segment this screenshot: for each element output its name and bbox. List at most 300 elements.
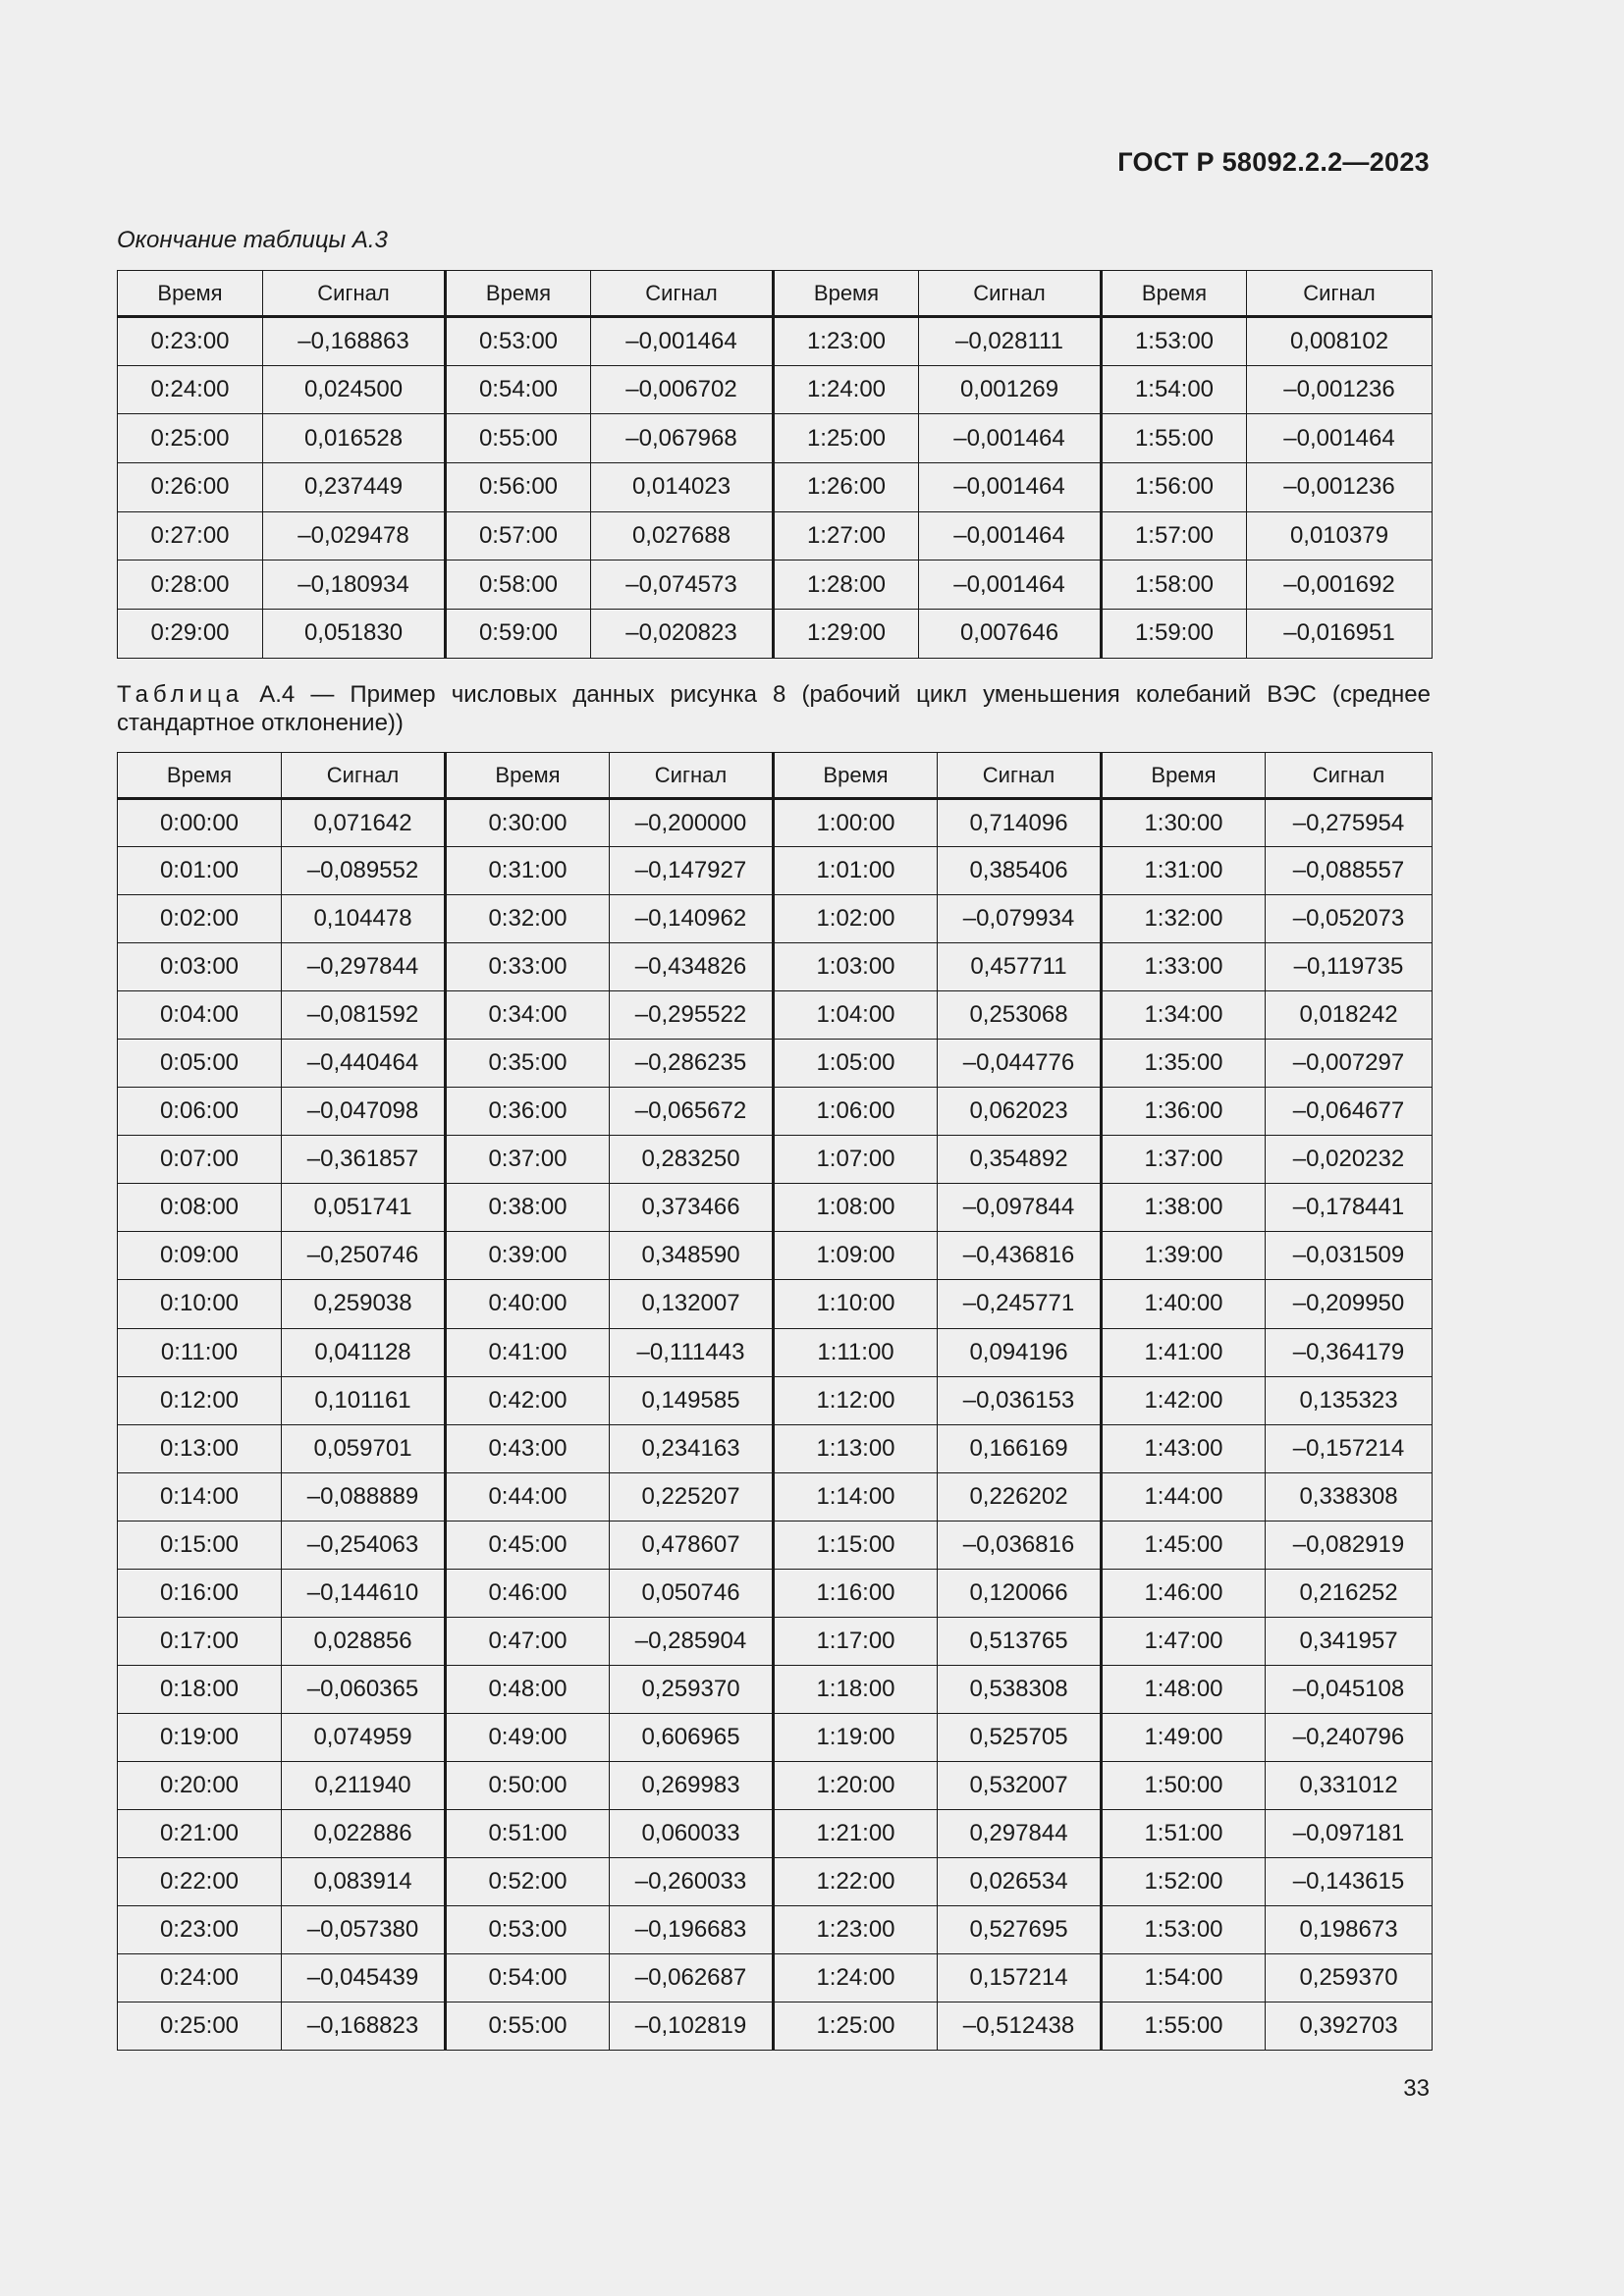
table-row <box>118 943 1433 991</box>
table-row <box>118 895 1433 943</box>
column-header: Время <box>1102 271 1247 317</box>
signal-cell: –0,200000 <box>610 799 774 847</box>
time-cell: 0:30:00 <box>446 799 610 847</box>
time-cell: 1:29:00 <box>774 610 919 659</box>
table-row <box>118 1136 1433 1184</box>
table-row <box>118 1424 1433 1472</box>
signal-cell: 0,166169 <box>938 1424 1102 1472</box>
time-cell: 0:03:00 <box>118 943 282 991</box>
signal-cell: 0,283250 <box>610 1136 774 1184</box>
signal-cell: –0,097181 <box>1266 1809 1433 1857</box>
table-row <box>118 1665 1433 1713</box>
table-row <box>118 1328 1433 1376</box>
time-cell: 1:21:00 <box>774 1809 938 1857</box>
time-cell: 1:17:00 <box>774 1617 938 1665</box>
signal-cell: 0,457711 <box>938 943 1102 991</box>
time-cell: 1:20:00 <box>774 1761 938 1809</box>
time-cell: 1:22:00 <box>774 1858 938 1906</box>
time-cell: 1:02:00 <box>774 895 938 943</box>
table-row <box>118 1858 1433 1906</box>
time-cell: 1:49:00 <box>1102 1713 1266 1761</box>
signal-cell: –0,052073 <box>1266 895 1433 943</box>
table-a3-body <box>118 317 1433 659</box>
signal-cell: –0,286235 <box>610 1040 774 1088</box>
time-cell: 0:11:00 <box>118 1328 282 1376</box>
signal-cell: –0,001464 <box>591 317 774 366</box>
time-cell: 1:59:00 <box>1102 610 1247 659</box>
signal-cell: –0,434826 <box>610 943 774 991</box>
time-cell: 0:21:00 <box>118 1809 282 1857</box>
time-cell: 0:44:00 <box>446 1472 610 1521</box>
signal-cell: 0,016528 <box>263 414 446 463</box>
signal-cell: –0,001236 <box>1247 463 1433 512</box>
signal-cell: 0,051741 <box>282 1184 446 1232</box>
signal-cell: 0,392703 <box>1266 2002 1433 2051</box>
signal-cell: 0,157214 <box>938 1954 1102 2002</box>
signal-cell: 0,051830 <box>263 610 446 659</box>
signal-cell: –0,079934 <box>938 895 1102 943</box>
table-a4-header <box>118 753 1433 799</box>
signal-cell: –0,028111 <box>919 317 1102 366</box>
signal-cell: –0,064677 <box>1266 1088 1433 1136</box>
signal-cell: –0,082919 <box>1266 1521 1433 1569</box>
time-cell: 0:51:00 <box>446 1809 610 1857</box>
table-row <box>118 847 1433 895</box>
time-cell: 1:06:00 <box>774 1088 938 1136</box>
column-header: Сигнал <box>919 271 1102 317</box>
signal-cell: 0,538308 <box>938 1665 1102 1713</box>
time-cell: 0:54:00 <box>446 1954 610 2002</box>
signal-cell: –0,067968 <box>591 414 774 463</box>
signal-cell: 0,198673 <box>1266 1906 1433 1954</box>
signal-cell: –0,065672 <box>610 1088 774 1136</box>
signal-cell: –0,045108 <box>1266 1665 1433 1713</box>
signal-cell: –0,088557 <box>1266 847 1433 895</box>
signal-cell: 0,120066 <box>938 1569 1102 1617</box>
signal-cell: 0,373466 <box>610 1184 774 1232</box>
signal-cell: –0,168823 <box>282 2002 446 2051</box>
time-cell: 0:01:00 <box>118 847 282 895</box>
signal-cell: –0,436816 <box>938 1232 1102 1280</box>
time-cell: 0:54:00 <box>446 365 591 414</box>
signal-cell: 0,062023 <box>938 1088 1102 1136</box>
time-cell: 0:22:00 <box>118 1858 282 1906</box>
time-cell: 0:20:00 <box>118 1761 282 1809</box>
time-cell: 0:42:00 <box>446 1376 610 1424</box>
table-a3-caption: Окончание таблицы А.3 <box>117 227 388 253</box>
time-cell: 1:23:00 <box>774 1906 938 1954</box>
table-a4-caption <box>117 680 1431 737</box>
time-cell: 0:45:00 <box>446 1521 610 1569</box>
signal-cell: –0,031509 <box>1266 1232 1433 1280</box>
signal-cell: –0,081592 <box>282 991 446 1040</box>
time-cell: 1:07:00 <box>774 1136 938 1184</box>
time-cell: 1:15:00 <box>774 1521 938 1569</box>
table-row <box>118 1472 1433 1521</box>
time-cell: 1:04:00 <box>774 991 938 1040</box>
signal-cell: –0,001464 <box>919 561 1102 610</box>
signal-cell: 0,348590 <box>610 1232 774 1280</box>
signal-cell: 0,297844 <box>938 1809 1102 1857</box>
signal-cell: 0,132007 <box>610 1280 774 1328</box>
column-header: Сигнал <box>282 753 446 799</box>
column-header: Сигнал <box>591 271 774 317</box>
signal-cell: 0,022886 <box>282 1809 446 1857</box>
signal-cell: –0,240796 <box>1266 1713 1433 1761</box>
time-cell: 1:14:00 <box>774 1472 938 1521</box>
table-row <box>118 610 1433 659</box>
signal-cell: –0,260033 <box>610 1858 774 1906</box>
signal-cell: –0,196683 <box>610 1906 774 1954</box>
time-cell: 1:55:00 <box>1102 414 1247 463</box>
time-cell: 1:45:00 <box>1102 1521 1266 1569</box>
column-header: Сигнал <box>938 753 1102 799</box>
time-cell: 0:18:00 <box>118 1665 282 1713</box>
time-cell: 0:53:00 <box>446 1906 610 1954</box>
time-cell: 1:53:00 <box>1102 1906 1266 1954</box>
time-cell: 0:48:00 <box>446 1665 610 1713</box>
table-row <box>118 1809 1433 1857</box>
signal-cell: 0,216252 <box>1266 1569 1433 1617</box>
table-row <box>118 317 1433 366</box>
time-cell: 1:33:00 <box>1102 943 1266 991</box>
time-cell: 0:33:00 <box>446 943 610 991</box>
column-header: Время <box>446 753 610 799</box>
time-cell: 1:38:00 <box>1102 1184 1266 1232</box>
signal-cell: –0,006702 <box>591 365 774 414</box>
document-code: ГОСТ Р 58092.2.2—2023 <box>1117 147 1430 177</box>
table-a3 <box>117 270 1433 659</box>
time-cell: 0:16:00 <box>118 1569 282 1617</box>
signal-cell: 0,060033 <box>610 1809 774 1857</box>
signal-cell: –0,119735 <box>1266 943 1433 991</box>
signal-cell: –0,245771 <box>938 1280 1102 1328</box>
table-a4-header-row <box>118 753 1433 799</box>
column-header: Время <box>774 753 938 799</box>
time-cell: 0:29:00 <box>118 610 263 659</box>
table-row <box>118 1761 1433 1809</box>
signal-cell: 0,024500 <box>263 365 446 414</box>
table-row <box>118 1713 1433 1761</box>
time-cell: 1:55:00 <box>1102 2002 1266 2051</box>
time-cell: 0:47:00 <box>446 1617 610 1665</box>
table-row <box>118 1232 1433 1280</box>
signal-cell: –0,036153 <box>938 1376 1102 1424</box>
signal-cell: –0,254063 <box>282 1521 446 1569</box>
signal-cell: –0,285904 <box>610 1617 774 1665</box>
time-cell: 1:26:00 <box>774 463 919 512</box>
signal-cell: –0,102819 <box>610 2002 774 2051</box>
signal-cell: –0,097844 <box>938 1184 1102 1232</box>
time-cell: 0:14:00 <box>118 1472 282 1521</box>
time-cell: 1:52:00 <box>1102 1858 1266 1906</box>
time-cell: 0:02:00 <box>118 895 282 943</box>
signal-cell: –0,209950 <box>1266 1280 1433 1328</box>
signal-cell: –0,001692 <box>1247 561 1433 610</box>
signal-cell: 0,253068 <box>938 991 1102 1040</box>
time-cell: 0:23:00 <box>118 317 263 366</box>
time-cell: 0:19:00 <box>118 1713 282 1761</box>
signal-cell: 0,026534 <box>938 1858 1102 1906</box>
time-cell: 1:24:00 <box>774 365 919 414</box>
time-cell: 0:38:00 <box>446 1184 610 1232</box>
time-cell: 0:12:00 <box>118 1376 282 1424</box>
signal-cell: –0,020232 <box>1266 1136 1433 1184</box>
time-cell: 0:36:00 <box>446 1088 610 1136</box>
signal-cell: –0,029478 <box>263 511 446 561</box>
time-cell: 0:24:00 <box>118 365 263 414</box>
signal-cell: –0,016951 <box>1247 610 1433 659</box>
signal-cell: –0,007297 <box>1266 1040 1433 1088</box>
table-row <box>118 1040 1433 1088</box>
signal-cell: 0,104478 <box>282 895 446 943</box>
signal-cell: 0,018242 <box>1266 991 1433 1040</box>
signal-cell: –0,045439 <box>282 1954 446 2002</box>
signal-cell: –0,168863 <box>263 317 446 366</box>
signal-cell: –0,057380 <box>282 1906 446 1954</box>
signal-cell: –0,001236 <box>1247 365 1433 414</box>
signal-cell: 0,606965 <box>610 1713 774 1761</box>
signal-cell: –0,140962 <box>610 895 774 943</box>
time-cell: 0:56:00 <box>446 463 591 512</box>
table-row <box>118 991 1433 1040</box>
time-cell: 0:25:00 <box>118 2002 282 2051</box>
table-row <box>118 1569 1433 1617</box>
time-cell: 1:09:00 <box>774 1232 938 1280</box>
time-cell: 0:53:00 <box>446 317 591 366</box>
time-cell: 0:40:00 <box>446 1280 610 1328</box>
time-cell: 1:56:00 <box>1102 463 1247 512</box>
time-cell: 1:32:00 <box>1102 895 1266 943</box>
table-row <box>118 1088 1433 1136</box>
signal-cell: 0,234163 <box>610 1424 774 1472</box>
signal-cell: 0,050746 <box>610 1569 774 1617</box>
time-cell: 1:11:00 <box>774 1328 938 1376</box>
time-cell: 1:27:00 <box>774 511 919 561</box>
signal-cell: –0,062687 <box>610 1954 774 2002</box>
time-cell: 0:35:00 <box>446 1040 610 1088</box>
signal-cell: 0,149585 <box>610 1376 774 1424</box>
signal-cell: –0,089552 <box>282 847 446 895</box>
signal-cell: 0,341957 <box>1266 1617 1433 1665</box>
signal-cell: –0,512438 <box>938 2002 1102 2051</box>
signal-cell: –0,001464 <box>919 511 1102 561</box>
time-cell: 0:49:00 <box>446 1713 610 1761</box>
column-header: Время <box>774 271 919 317</box>
time-cell: 1:42:00 <box>1102 1376 1266 1424</box>
column-header: Время <box>1102 753 1266 799</box>
table-a4-body <box>118 799 1433 2051</box>
table-a4-caption-label: Таблица <box>117 681 244 708</box>
time-cell: 1:54:00 <box>1102 365 1247 414</box>
signal-cell: 0,338308 <box>1266 1472 1433 1521</box>
time-cell: 1:08:00 <box>774 1184 938 1232</box>
column-header: Сигнал <box>610 753 774 799</box>
time-cell: 1:58:00 <box>1102 561 1247 610</box>
signal-cell: 0,513765 <box>938 1617 1102 1665</box>
time-cell: 1:43:00 <box>1102 1424 1266 1472</box>
signal-cell: 0,001269 <box>919 365 1102 414</box>
signal-cell: –0,044776 <box>938 1040 1102 1088</box>
time-cell: 0:06:00 <box>118 1088 282 1136</box>
time-cell: 1:54:00 <box>1102 1954 1266 2002</box>
signal-cell: 0,041128 <box>282 1328 446 1376</box>
table-row <box>118 1521 1433 1569</box>
time-cell: 1:30:00 <box>1102 799 1266 847</box>
time-cell: 0:26:00 <box>118 463 263 512</box>
time-cell: 1:19:00 <box>774 1713 938 1761</box>
time-cell: 0:13:00 <box>118 1424 282 1472</box>
signal-cell: 0,527695 <box>938 1906 1102 1954</box>
time-cell: 1:44:00 <box>1102 1472 1266 1521</box>
signal-cell: –0,440464 <box>282 1040 446 1088</box>
signal-cell: –0,250746 <box>282 1232 446 1280</box>
page-number: 33 <box>1403 2075 1430 2102</box>
signal-cell: –0,361857 <box>282 1136 446 1184</box>
time-cell: 1:39:00 <box>1102 1232 1266 1280</box>
time-cell: 1:35:00 <box>1102 1040 1266 1088</box>
time-cell: 0:55:00 <box>446 2002 610 2051</box>
time-cell: 0:28:00 <box>118 561 263 610</box>
time-cell: 0:27:00 <box>118 511 263 561</box>
table-a3-header-row <box>118 271 1433 317</box>
time-cell: 0:08:00 <box>118 1184 282 1232</box>
signal-cell: 0,478607 <box>610 1521 774 1569</box>
time-cell: 1:51:00 <box>1102 1809 1266 1857</box>
signal-cell: –0,144610 <box>282 1569 446 1617</box>
time-cell: 0:57:00 <box>446 511 591 561</box>
table-a4 <box>117 752 1433 2051</box>
signal-cell: 0,028856 <box>282 1617 446 1665</box>
signal-cell: 0,714096 <box>938 799 1102 847</box>
signal-cell: –0,157214 <box>1266 1424 1433 1472</box>
table-row <box>118 365 1433 414</box>
column-header: Сигнал <box>1247 271 1433 317</box>
signal-cell: 0,074959 <box>282 1713 446 1761</box>
time-cell: 1:25:00 <box>774 414 919 463</box>
signal-cell: 0,027688 <box>591 511 774 561</box>
signal-cell: –0,297844 <box>282 943 446 991</box>
signal-cell: –0,295522 <box>610 991 774 1040</box>
signal-cell: 0,532007 <box>938 1761 1102 1809</box>
time-cell: 1:47:00 <box>1102 1617 1266 1665</box>
time-cell: 1:50:00 <box>1102 1761 1266 1809</box>
time-cell: 0:07:00 <box>118 1136 282 1184</box>
signal-cell: 0,237449 <box>263 463 446 512</box>
time-cell: 0:32:00 <box>446 895 610 943</box>
signal-cell: –0,180934 <box>263 561 446 610</box>
table-a4-caption-text: А.4 — Пример числовых данных рисунка 8 (рабочий цикл уменьшения колебаний ВЭС (среднее стандартное отклонение)) <box>117 681 1431 736</box>
signal-cell: 0,083914 <box>282 1858 446 1906</box>
table-row <box>118 1184 1433 1232</box>
signal-cell: –0,001464 <box>919 463 1102 512</box>
time-cell: 1:48:00 <box>1102 1665 1266 1713</box>
column-header: Время <box>446 271 591 317</box>
time-cell: 1:23:00 <box>774 317 919 366</box>
time-cell: 0:04:00 <box>118 991 282 1040</box>
time-cell: 0:59:00 <box>446 610 591 659</box>
time-cell: 0:43:00 <box>446 1424 610 1472</box>
signal-cell: 0,101161 <box>282 1376 446 1424</box>
time-cell: 1:40:00 <box>1102 1280 1266 1328</box>
signal-cell: –0,036816 <box>938 1521 1102 1569</box>
time-cell: 0:23:00 <box>118 1906 282 1954</box>
signal-cell: 0,008102 <box>1247 317 1433 366</box>
time-cell: 1:10:00 <box>774 1280 938 1328</box>
signal-cell: 0,014023 <box>591 463 774 512</box>
signal-cell: 0,259370 <box>1266 1954 1433 2002</box>
time-cell: 0:17:00 <box>118 1617 282 1665</box>
column-header: Время <box>118 271 263 317</box>
signal-cell: –0,088889 <box>282 1472 446 1521</box>
signal-cell: 0,259370 <box>610 1665 774 1713</box>
time-cell: 0:31:00 <box>446 847 610 895</box>
signal-cell: –0,020823 <box>591 610 774 659</box>
signal-cell: 0,059701 <box>282 1424 446 1472</box>
signal-cell: 0,225207 <box>610 1472 774 1521</box>
time-cell: 0:05:00 <box>118 1040 282 1088</box>
signal-cell: –0,001464 <box>919 414 1102 463</box>
time-cell: 1:16:00 <box>774 1569 938 1617</box>
signal-cell: –0,111443 <box>610 1328 774 1376</box>
signal-cell: –0,143615 <box>1266 1858 1433 1906</box>
signal-cell: 0,007646 <box>919 610 1102 659</box>
time-cell: 0:24:00 <box>118 1954 282 2002</box>
time-cell: 1:31:00 <box>1102 847 1266 895</box>
column-header: Сигнал <box>1266 753 1433 799</box>
time-cell: 0:10:00 <box>118 1280 282 1328</box>
table-row <box>118 2002 1433 2051</box>
table-row <box>118 799 1433 847</box>
table-row <box>118 414 1433 463</box>
table-row <box>118 1906 1433 1954</box>
signal-cell: 0,010379 <box>1247 511 1433 561</box>
time-cell: 0:39:00 <box>446 1232 610 1280</box>
signal-cell: 0,094196 <box>938 1328 1102 1376</box>
table-row <box>118 511 1433 561</box>
signal-cell: –0,001464 <box>1247 414 1433 463</box>
time-cell: 1:00:00 <box>774 799 938 847</box>
time-cell: 1:25:00 <box>774 2002 938 2051</box>
signal-cell: –0,275954 <box>1266 799 1433 847</box>
time-cell: 1:28:00 <box>774 561 919 610</box>
table-a3-header <box>118 271 1433 317</box>
time-cell: 1:03:00 <box>774 943 938 991</box>
time-cell: 0:55:00 <box>446 414 591 463</box>
time-cell: 1:13:00 <box>774 1424 938 1472</box>
time-cell: 0:00:00 <box>118 799 282 847</box>
time-cell: 1:57:00 <box>1102 511 1247 561</box>
time-cell: 0:41:00 <box>446 1328 610 1376</box>
column-header: Сигнал <box>263 271 446 317</box>
signal-cell: –0,047098 <box>282 1088 446 1136</box>
signal-cell: 0,071642 <box>282 799 446 847</box>
time-cell: 1:01:00 <box>774 847 938 895</box>
time-cell: 1:37:00 <box>1102 1136 1266 1184</box>
time-cell: 1:12:00 <box>774 1376 938 1424</box>
signal-cell: –0,178441 <box>1266 1184 1433 1232</box>
table-row <box>118 1954 1433 2002</box>
time-cell: 1:34:00 <box>1102 991 1266 1040</box>
table-row <box>118 561 1433 610</box>
table-row <box>118 1617 1433 1665</box>
signal-cell: 0,385406 <box>938 847 1102 895</box>
signal-cell: –0,147927 <box>610 847 774 895</box>
signal-cell: 0,135323 <box>1266 1376 1433 1424</box>
time-cell: 0:09:00 <box>118 1232 282 1280</box>
time-cell: 1:18:00 <box>774 1665 938 1713</box>
time-cell: 0:58:00 <box>446 561 591 610</box>
